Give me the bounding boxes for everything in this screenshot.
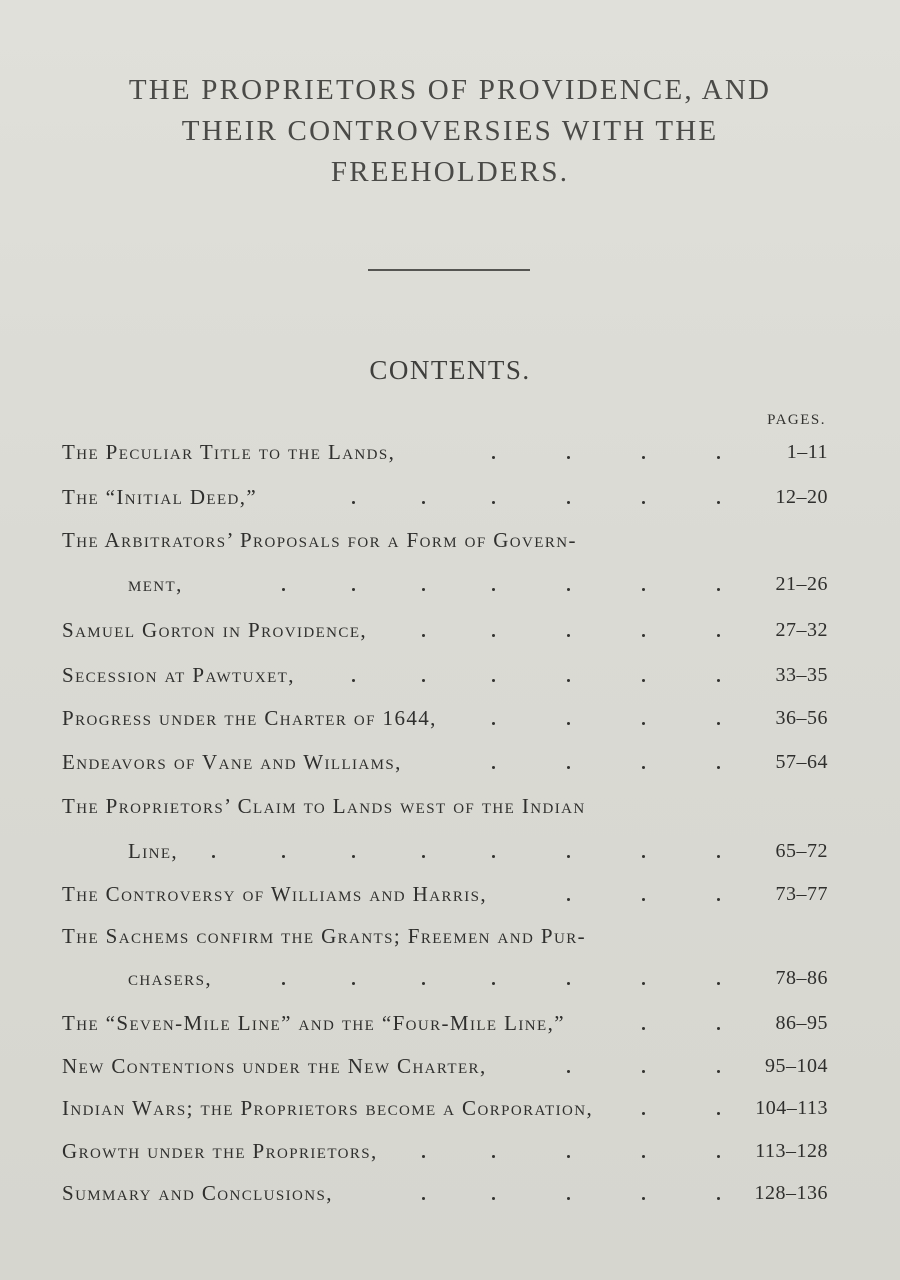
leader-dot bbox=[642, 501, 645, 504]
leader-dot bbox=[567, 501, 570, 504]
toc-entry bbox=[62, 1008, 830, 1038]
toc-entry bbox=[62, 660, 830, 690]
toc-entry bbox=[62, 791, 830, 821]
leader-dot bbox=[422, 634, 425, 637]
title-line: THE PROPRIETORS OF PROVIDENCE, AND bbox=[128, 74, 772, 106]
toc-entry bbox=[62, 703, 830, 733]
toc-entry-title: Growth under the Proprietors, bbox=[62, 1139, 378, 1163]
toc-entry bbox=[62, 525, 830, 555]
leader-dot bbox=[567, 634, 570, 637]
toc-entry-title: New Contentions under the New Charter, bbox=[62, 1054, 487, 1078]
toc-entry bbox=[62, 747, 830, 777]
toc-entry-pages: 33–35 bbox=[775, 664, 828, 686]
toc-entry-pages: 86–95 bbox=[775, 1012, 828, 1034]
leader-dot bbox=[422, 855, 425, 858]
leader-dot bbox=[717, 898, 720, 901]
toc-entry-pages: 128–136 bbox=[754, 1182, 828, 1204]
leader-dot bbox=[642, 634, 645, 637]
leader-dot bbox=[642, 679, 645, 682]
leader-dot bbox=[492, 634, 495, 637]
leader-dot bbox=[567, 1070, 570, 1073]
toc-entry-title: The “Seven-Mile Line” and the “Four-Mile Line,” bbox=[62, 1011, 565, 1035]
toc-entry-pages: 113–128 bbox=[755, 1140, 828, 1162]
leader-dot bbox=[642, 1027, 645, 1030]
leader-dot bbox=[352, 679, 355, 682]
leader-dot bbox=[717, 456, 720, 459]
leader-dot bbox=[567, 679, 570, 682]
title-line: THEIR CONTROVERSIES WITH THE bbox=[181, 115, 719, 147]
toc-entry-continuation bbox=[62, 963, 830, 993]
leader-dot bbox=[642, 898, 645, 901]
toc-entry-title: Summary and Conclusions, bbox=[62, 1181, 333, 1205]
leader-dot bbox=[212, 855, 215, 858]
leader-dot bbox=[717, 766, 720, 769]
leader-dot bbox=[492, 588, 495, 591]
leader-dot bbox=[422, 679, 425, 682]
toc-entry-pages: 104–113 bbox=[755, 1097, 828, 1119]
leader-dot bbox=[422, 501, 425, 504]
leader-dot bbox=[422, 588, 425, 591]
leader-dot bbox=[642, 456, 645, 459]
toc-entry bbox=[62, 1178, 830, 1208]
toc-entry-title-continued: chasers, bbox=[128, 966, 212, 990]
leader-dot bbox=[717, 1155, 720, 1158]
toc-entry bbox=[62, 482, 830, 512]
toc-entry-title: Samuel Gorton in Providence, bbox=[62, 618, 368, 642]
leader-dot bbox=[567, 898, 570, 901]
leader-dot bbox=[567, 588, 570, 591]
leader-dot bbox=[717, 1112, 720, 1115]
leader-dot bbox=[492, 679, 495, 682]
leader-dot bbox=[717, 1027, 720, 1030]
toc-entry-pages: 27–32 bbox=[775, 619, 828, 641]
leader-dot bbox=[567, 766, 570, 769]
leader-dot bbox=[717, 588, 720, 591]
toc-entry-title: The Sachems confirm the Grants; Freemen and Pur- bbox=[62, 924, 586, 948]
leader-dot bbox=[492, 501, 495, 504]
leader-dot bbox=[492, 722, 495, 725]
leader-dot bbox=[642, 855, 645, 858]
leader-dot bbox=[282, 855, 285, 858]
leader-dot bbox=[642, 1155, 645, 1158]
leader-dot bbox=[567, 1155, 570, 1158]
leader-dot bbox=[717, 634, 720, 637]
toc-entry-pages: 57–64 bbox=[775, 751, 828, 773]
pages-column-label: PAGES. bbox=[767, 412, 826, 428]
toc-entry-title: The Controversy of Williams and Harris, bbox=[62, 882, 488, 906]
leader-dot bbox=[352, 588, 355, 591]
leader-dot bbox=[717, 855, 720, 858]
leader-dot bbox=[642, 1070, 645, 1073]
toc-entry-pages: 1–11 bbox=[786, 441, 828, 463]
toc-entry-pages: 73–77 bbox=[775, 883, 828, 905]
leader-dot bbox=[422, 1197, 425, 1200]
toc-entry-title-continued: ment, bbox=[128, 572, 183, 596]
toc-entry-title: The Peculiar Title to the Lands, bbox=[62, 440, 396, 464]
leader-dot bbox=[492, 1155, 495, 1158]
toc-entry bbox=[62, 879, 830, 909]
toc-entry-continuation bbox=[62, 569, 830, 599]
leader-dot bbox=[567, 982, 570, 985]
leader-dot bbox=[567, 456, 570, 459]
toc-entry-title: The Proprietors’ Claim to Lands west of the Indian bbox=[62, 794, 586, 818]
toc-entry bbox=[62, 1136, 830, 1166]
toc-entry-title-continued: Line, bbox=[128, 839, 179, 863]
leader-dot bbox=[567, 722, 570, 725]
toc-entry bbox=[62, 1093, 830, 1123]
leader-dot bbox=[422, 1155, 425, 1158]
leader-dot bbox=[492, 855, 495, 858]
leader-dot bbox=[352, 982, 355, 985]
leader-dot bbox=[717, 982, 720, 985]
title-line: FREEHOLDERS. bbox=[330, 156, 570, 188]
toc-entry-title: Indian Wars; the Proprietors become a Corporation, bbox=[62, 1096, 594, 1120]
toc-entry-title: Secession at Pawtuxet, bbox=[62, 663, 295, 687]
leader-dot bbox=[717, 1197, 720, 1200]
toc-entry bbox=[62, 615, 830, 645]
leader-dot bbox=[642, 1197, 645, 1200]
toc-entry-title: The “Initial Deed,” bbox=[62, 485, 258, 509]
leader-dot bbox=[282, 982, 285, 985]
leader-dot bbox=[492, 1197, 495, 1200]
leader-dot bbox=[642, 766, 645, 769]
leader-dot bbox=[352, 855, 355, 858]
leader-dot bbox=[717, 722, 720, 725]
toc-entry-title: Endeavors of Vane and Williams, bbox=[62, 750, 402, 774]
toc-entry-title: Progress under the Charter of 1644, bbox=[62, 706, 437, 730]
toc-entry bbox=[62, 1051, 830, 1081]
leader-dot bbox=[567, 1197, 570, 1200]
leader-dot bbox=[642, 588, 645, 591]
leader-dot bbox=[642, 1112, 645, 1115]
toc-entry-pages: 36–56 bbox=[775, 707, 828, 729]
leader-dot bbox=[642, 982, 645, 985]
leader-dot bbox=[282, 588, 285, 591]
toc-entry-pages: 78–86 bbox=[775, 967, 828, 989]
leader-dot bbox=[717, 679, 720, 682]
leader-dot bbox=[352, 501, 355, 504]
toc-entry bbox=[62, 921, 830, 951]
leader-dot bbox=[492, 982, 495, 985]
leader-dot bbox=[567, 855, 570, 858]
leader-dot bbox=[717, 501, 720, 504]
toc-entry-pages: 65–72 bbox=[775, 840, 828, 862]
toc-entry-title: The Arbitrators’ Proposals for a Form of Govern- bbox=[62, 528, 577, 552]
toc-entry-continuation bbox=[62, 836, 830, 866]
leader-dot bbox=[492, 766, 495, 769]
contents-heading: CONTENTS. bbox=[369, 355, 531, 385]
toc-entry-pages: 12–20 bbox=[775, 486, 828, 508]
leader-dot bbox=[492, 456, 495, 459]
leader-dot bbox=[422, 982, 425, 985]
toc-entry-pages: 21–26 bbox=[775, 573, 828, 595]
leader-dot bbox=[642, 722, 645, 725]
toc-entry-pages: 95–104 bbox=[765, 1055, 828, 1077]
leader-dot bbox=[717, 1070, 720, 1073]
toc-entry bbox=[62, 437, 830, 467]
